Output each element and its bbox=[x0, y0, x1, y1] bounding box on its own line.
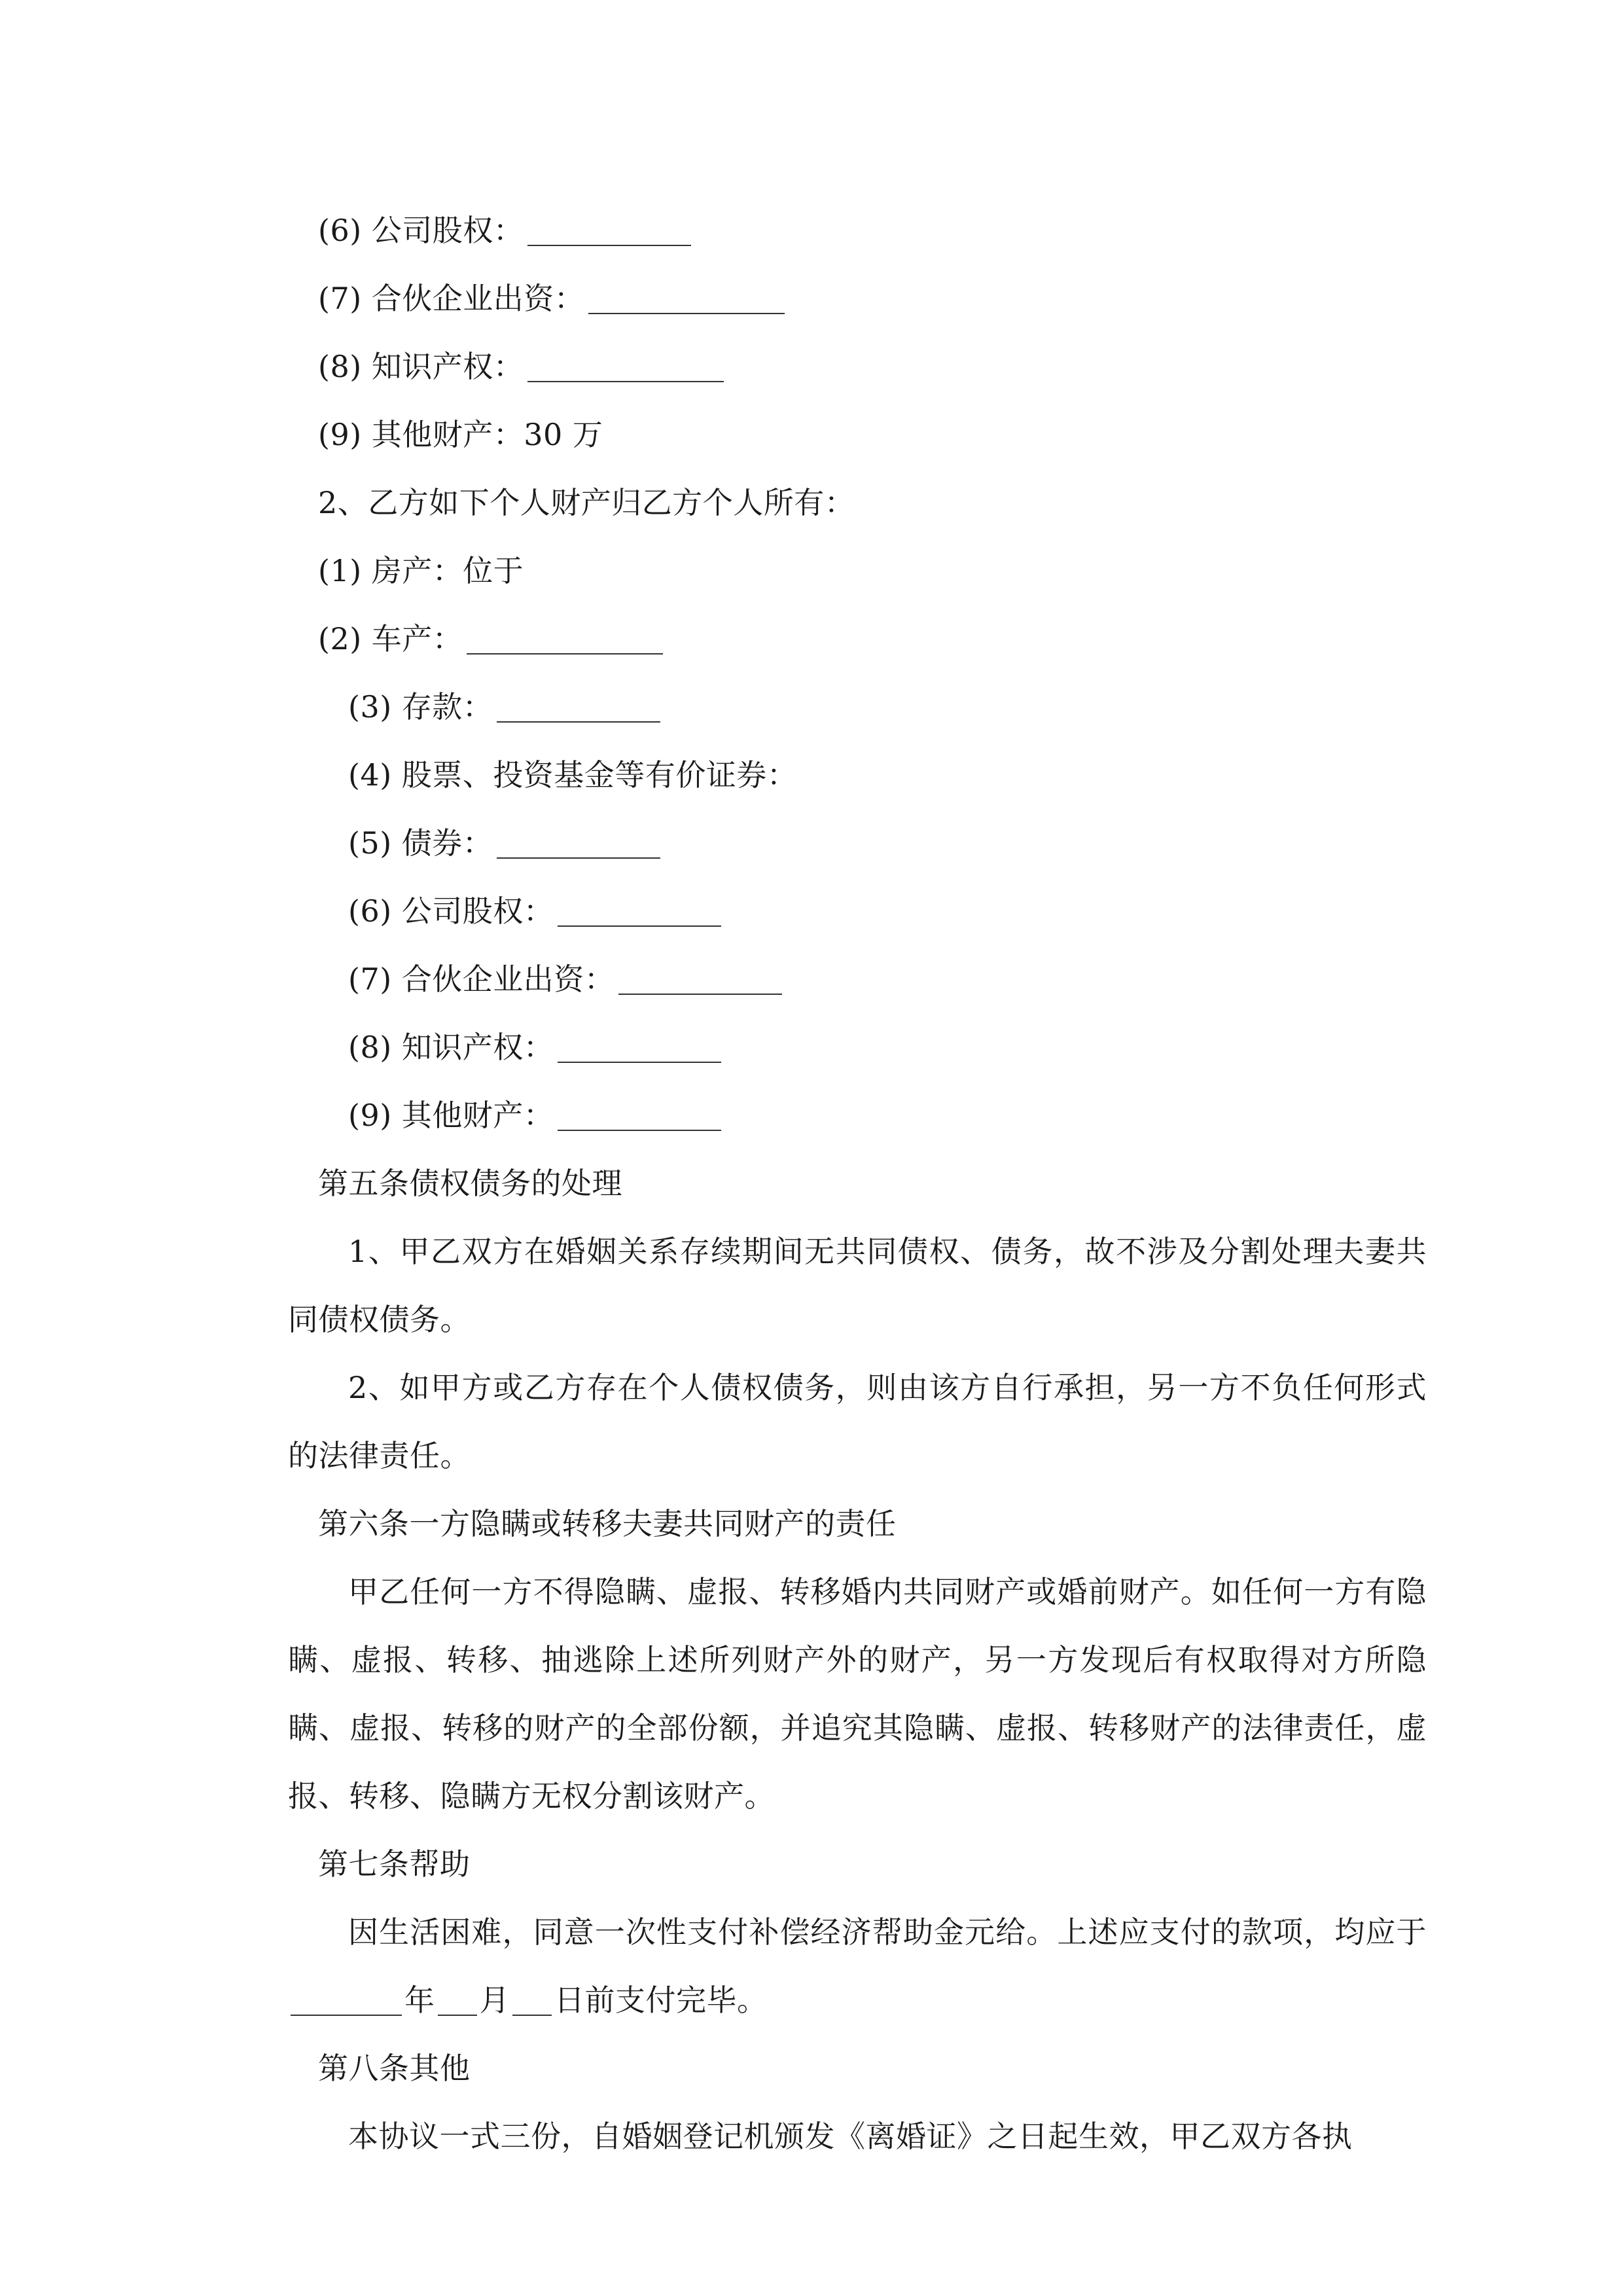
list-item bbox=[288, 196, 1427, 264]
list-item-text: (9) 其他财产：30 万 bbox=[318, 417, 603, 452]
list-item-text: (5) 债券： bbox=[348, 825, 493, 861]
fill-in-blank bbox=[558, 1097, 721, 1131]
fill-in-blank-month bbox=[438, 1982, 477, 2016]
list-item bbox=[288, 469, 1427, 537]
section-six-paragraph: 甲乙任何一方不得隐瞒、虚报、转移婚内共同财产或婚前财产。如任何一方有隐瞒、虚报、转移、抽逃除上述所列财产外的财产，另一方发现后有权取得对方所隐瞒、虚报、转移的财产的全部份额，并追究其隐瞒、虚报、转移财产的法律责任，虚报、转移、隐瞒方无权分割该财产。 bbox=[288, 1574, 1427, 1814]
list-item bbox=[288, 673, 1427, 741]
fill-in-blank bbox=[497, 825, 660, 859]
section-heading-six: 第六条一方隐瞒或转移夫妻共同财产的责任 bbox=[318, 1506, 897, 1541]
list-item-text: (4) 股票、投资基金等有价证券： bbox=[348, 757, 798, 793]
section-seven-text-1: 因生活困难，同意一次性支付补偿经济帮助金元给。上述应支付的款项，均应于 bbox=[348, 1914, 1427, 1950]
list-item-text: (2) 车产： bbox=[318, 621, 463, 656]
fill-in-blank bbox=[527, 348, 724, 382]
list-item bbox=[288, 1013, 1427, 1081]
fill-in-blank bbox=[558, 893, 721, 927]
fill-in-blank bbox=[618, 961, 782, 995]
fill-in-blank bbox=[467, 620, 663, 655]
list-item-text: (6) 公司股权： bbox=[348, 893, 554, 929]
list-item bbox=[288, 877, 1427, 945]
fill-in-blank bbox=[497, 689, 660, 723]
section-five-paragraph-1: 1、甲乙双方在婚姻关系存续期间无共同债权、债务，故不涉及分割处理夫妻共同债权债务。 bbox=[288, 1234, 1427, 1337]
list-item-text: (8) 知识产权： bbox=[348, 1030, 554, 1065]
list-item bbox=[288, 945, 1427, 1013]
list-item-text: (3) 存款： bbox=[348, 689, 493, 725]
list-item-text: 2、乙方如下个人财产归乙方个人所有： bbox=[318, 485, 855, 520]
list-item bbox=[288, 264, 1427, 332]
fill-in-blank-day bbox=[512, 1982, 552, 2016]
list-item-text: (7) 合伙企业出资： bbox=[318, 281, 585, 316]
fill-in-blank bbox=[558, 1029, 721, 1063]
list-item bbox=[288, 401, 1427, 469]
list-item-text: (9) 其他财产： bbox=[348, 1098, 554, 1133]
list-item-text: (1) 房产：位于 bbox=[318, 553, 524, 588]
section-seven-text-2: 年 bbox=[404, 1982, 435, 2018]
section-heading-eight: 第八条其他 bbox=[318, 2051, 471, 2086]
section-seven-text-3: 月 bbox=[479, 1982, 510, 2018]
section-heading-seven: 第七条帮助 bbox=[318, 1846, 471, 1882]
section-seven-text-4: 日前支付完毕。 bbox=[554, 1982, 768, 2018]
document-body bbox=[288, 196, 1427, 2170]
section-seven-paragraph bbox=[288, 1898, 1427, 2034]
section-five-paragraph-2: 2、如甲方或乙方存在个人债权债务，则由该方自行承担，另一方不负任何形式的法律责任。 bbox=[288, 1370, 1427, 1473]
list-item-text: (6) 公司股权： bbox=[318, 213, 524, 248]
list-item bbox=[288, 332, 1427, 401]
list-item bbox=[288, 605, 1427, 673]
list-item bbox=[288, 1081, 1427, 1149]
fill-in-blank-year bbox=[291, 1982, 402, 2016]
list-item bbox=[288, 809, 1427, 877]
list-item bbox=[288, 537, 1427, 605]
section-heading-five: 第五条债权债务的处理 bbox=[318, 1166, 622, 1201]
fill-in-blank bbox=[588, 280, 785, 314]
fill-in-blank bbox=[527, 212, 691, 246]
list-item bbox=[288, 741, 1427, 809]
list-item-text: (7) 合伙企业出资： bbox=[348, 961, 615, 997]
list-item-text: (8) 知识产权： bbox=[318, 349, 524, 384]
section-eight-paragraph: 本协议一式三份，自婚姻登记机颁发《离婚证》之日起生效，甲乙双方各执 bbox=[348, 2119, 1353, 2154]
